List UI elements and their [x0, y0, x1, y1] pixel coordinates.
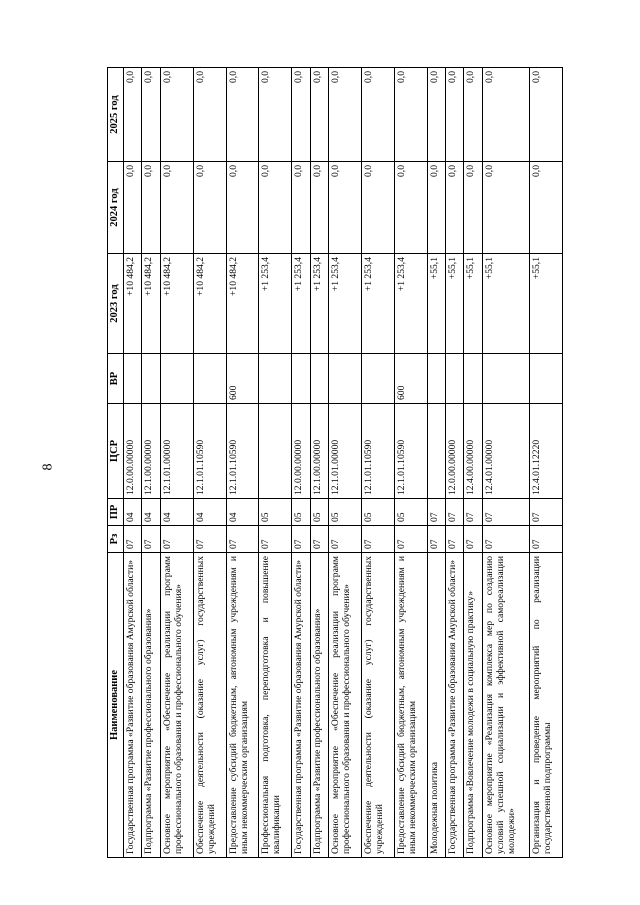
- col-header-2025: 2025 год: [108, 68, 124, 162]
- row-pr: 05: [394, 499, 427, 526]
- row-2024: 0,0: [530, 162, 563, 254]
- row-rz: 07: [259, 526, 292, 553]
- table-row: [464, 68, 482, 858]
- row-2024: 0,0: [361, 162, 394, 254]
- row-2025: 0,0: [329, 68, 362, 162]
- row-2023: +1 253,4: [361, 254, 394, 354]
- row-rz: 07: [193, 526, 226, 553]
- row-pr: 05: [329, 499, 362, 526]
- row-rz: 07: [124, 526, 142, 553]
- row-pr: 05: [310, 499, 328, 526]
- row-pr: 05: [259, 499, 292, 526]
- row-name: Предоставление субсидий бюджетным, автономным учреждениям и иным некоммерческим организациям: [394, 553, 427, 858]
- row-2023: +1 253,4: [329, 254, 362, 354]
- row-name: Профессиональная подготовка, переподготовка и повышение квалификации: [259, 553, 292, 858]
- row-pr: 07: [482, 499, 529, 526]
- row-name: Основное мероприятие «Обеспечение реализации программ профессионального образования и профессионального обучения»: [160, 553, 193, 858]
- row-2025: 0,0: [427, 68, 445, 162]
- row-name: Обеспечение деятельности (оказание услуг) государственных учреждений: [193, 553, 226, 858]
- row-pr: 04: [193, 499, 226, 526]
- row-csr: 12.4.01.12220: [530, 404, 563, 499]
- row-2025: 0,0: [292, 68, 310, 162]
- row-2024: 0,0: [445, 162, 463, 254]
- row-2024: 0,0: [160, 162, 193, 254]
- row-2024: 0,0: [482, 162, 529, 254]
- row-name: Государственная программа «Развитие образования Амурской области»: [124, 553, 142, 858]
- row-2025: 0,0: [530, 68, 563, 162]
- table-row: [310, 68, 328, 858]
- row-vr: [160, 354, 193, 404]
- col-header-2023: 2023 год: [108, 254, 124, 354]
- row-csr: [427, 404, 445, 499]
- page-number: 8: [40, 463, 55, 471]
- row-name: Подпрограмма «Развитие профессионального образования»: [142, 553, 160, 858]
- row-2024: 0,0: [226, 162, 259, 254]
- row-2025: 0,0: [464, 68, 482, 162]
- row-pr: 04: [142, 499, 160, 526]
- row-pr: 05: [292, 499, 310, 526]
- row-2024: 0,0: [124, 162, 142, 254]
- row-csr: 12.1.01.10590: [226, 404, 259, 499]
- row-pr: 04: [124, 499, 142, 526]
- row-csr: 12.1.01.00000: [160, 404, 193, 499]
- col-header-2024: 2024 год: [108, 162, 124, 254]
- row-vr: [292, 354, 310, 404]
- row-2024: 0,0: [292, 162, 310, 254]
- row-rz: 07: [445, 526, 463, 553]
- row-csr: 12.0.00.00000: [124, 404, 142, 499]
- row-rz: 07: [530, 526, 563, 553]
- table-row: [445, 68, 463, 858]
- table-row: [259, 68, 292, 858]
- table-row: [292, 68, 310, 858]
- row-csr: 12.4.00.00000: [464, 404, 482, 499]
- row-2024: 0,0: [193, 162, 226, 254]
- row-name: Основное мероприятие «Обеспечение реализации программ профессионального образования и профессионального обучения»: [329, 553, 362, 858]
- row-vr: 600: [226, 354, 259, 404]
- table-row: [329, 68, 362, 858]
- row-2023: +10 484,2: [226, 254, 259, 354]
- row-vr: [124, 354, 142, 404]
- row-rz: 07: [361, 526, 394, 553]
- row-2024: 0,0: [310, 162, 328, 254]
- budget-table: [107, 67, 563, 858]
- row-vr: [464, 354, 482, 404]
- row-2023: +10 484,2: [142, 254, 160, 354]
- row-csr: [259, 404, 292, 499]
- row-vr: [329, 354, 362, 404]
- table-row: [361, 68, 394, 858]
- row-vr: [193, 354, 226, 404]
- row-2025: 0,0: [310, 68, 328, 162]
- table-row: [530, 68, 563, 858]
- row-csr: 12.1.01.10590: [394, 404, 427, 499]
- table-row: [482, 68, 529, 858]
- row-vr: [310, 354, 328, 404]
- rotated-page: [107, 68, 563, 858]
- row-2023: +10 484,2: [160, 254, 193, 354]
- row-2025: 0,0: [445, 68, 463, 162]
- table-row: [142, 68, 160, 858]
- row-vr: [427, 354, 445, 404]
- row-csr: 12.1.01.00000: [329, 404, 362, 499]
- row-2023: +55,1: [530, 254, 563, 354]
- table-row: [193, 68, 226, 858]
- row-name: Организация и проведение мероприятий по реализации государственной подпрограммы: [530, 553, 563, 858]
- row-rz: 07: [427, 526, 445, 553]
- row-2025: 0,0: [124, 68, 142, 162]
- row-2024: 0,0: [464, 162, 482, 254]
- row-rz: 07: [142, 526, 160, 553]
- row-2023: +10 484,2: [124, 254, 142, 354]
- row-2025: 0,0: [226, 68, 259, 162]
- row-2023: +55,1: [482, 254, 529, 354]
- row-2025: 0,0: [361, 68, 394, 162]
- row-2023: +1 253,4: [310, 254, 328, 354]
- row-2023: +1 253,4: [394, 254, 427, 354]
- row-2023: +55,1: [445, 254, 463, 354]
- row-2024: 0,0: [427, 162, 445, 254]
- row-csr: 12.1.01.10590: [193, 404, 226, 499]
- table-row: [124, 68, 142, 858]
- row-pr: 05: [361, 499, 394, 526]
- row-name: Государственная программа «Развитие образования Амурской области»: [445, 553, 463, 858]
- row-vr: 600: [394, 354, 427, 404]
- row-pr: 07: [445, 499, 463, 526]
- col-header-name: Наименование: [108, 553, 124, 858]
- table-row: [427, 68, 445, 858]
- row-rz: 07: [329, 526, 362, 553]
- row-rz: 07: [482, 526, 529, 553]
- row-vr: [142, 354, 160, 404]
- col-header-vr: ВР: [108, 354, 124, 404]
- col-header-pr: ПР: [108, 499, 124, 526]
- row-csr: 12.1.00.00000: [142, 404, 160, 499]
- row-rz: 07: [310, 526, 328, 553]
- row-2023: +10 484,2: [193, 254, 226, 354]
- row-rz: 07: [226, 526, 259, 553]
- table-row: [226, 68, 259, 858]
- row-rz: 07: [292, 526, 310, 553]
- row-2023: +1 253,4: [292, 254, 310, 354]
- row-pr: 07: [427, 499, 445, 526]
- row-2023: +55,1: [464, 254, 482, 354]
- row-vr: [445, 354, 463, 404]
- row-2023: +55,1: [427, 254, 445, 354]
- row-2024: 0,0: [259, 162, 292, 254]
- row-csr: 12.4.01.00000: [482, 404, 529, 499]
- row-2024: 0,0: [394, 162, 427, 254]
- row-2025: 0,0: [160, 68, 193, 162]
- table-row: [394, 68, 427, 858]
- row-pr: 04: [160, 499, 193, 526]
- row-name: Предоставление субсидий бюджетным, автономным учреждениям и иным некоммерческим организациям: [226, 553, 259, 858]
- row-2024: 0,0: [329, 162, 362, 254]
- row-pr: 07: [464, 499, 482, 526]
- row-name: Обеспечение деятельности (оказание услуг) государственных учреждений: [361, 553, 394, 858]
- row-vr: [482, 354, 529, 404]
- row-2024: 0,0: [142, 162, 160, 254]
- row-pr: 07: [530, 499, 563, 526]
- row-rz: 07: [464, 526, 482, 553]
- row-name: Подпрограмма «Вовлечение молодежи в социальную практику»: [464, 553, 482, 858]
- row-2023: +1 253,4: [259, 254, 292, 354]
- row-csr: 12.0.00.00000: [292, 404, 310, 499]
- row-2025: 0,0: [193, 68, 226, 162]
- row-2025: 0,0: [394, 68, 427, 162]
- row-name: Подпрограмма «Развитие профессионального образования»: [310, 553, 328, 858]
- row-2025: 0,0: [482, 68, 529, 162]
- row-vr: [259, 354, 292, 404]
- row-rz: 07: [394, 526, 427, 553]
- row-name: Молодежная политика: [427, 553, 445, 858]
- row-csr: 12.0.00.00000: [445, 404, 463, 499]
- row-2025: 0,0: [259, 68, 292, 162]
- row-pr: 04: [226, 499, 259, 526]
- row-vr: [530, 354, 563, 404]
- header-row: [108, 68, 124, 858]
- row-vr: [361, 354, 394, 404]
- row-2025: 0,0: [142, 68, 160, 162]
- row-rz: 07: [160, 526, 193, 553]
- row-csr: 12.1.00.00000: [310, 404, 328, 499]
- col-header-rz: Рз: [108, 526, 124, 553]
- col-header-csr: ЦСР: [108, 404, 124, 499]
- table-row: [160, 68, 193, 858]
- row-name: Государственная программа «Развитие образования Амурской области»: [292, 553, 310, 858]
- row-name: Основное мероприятие «Реализация комплекса мер по созданию условий успешной социализации и эффективной самореализации молодежи»: [482, 553, 529, 858]
- row-csr: 12.1.01.10590: [361, 404, 394, 499]
